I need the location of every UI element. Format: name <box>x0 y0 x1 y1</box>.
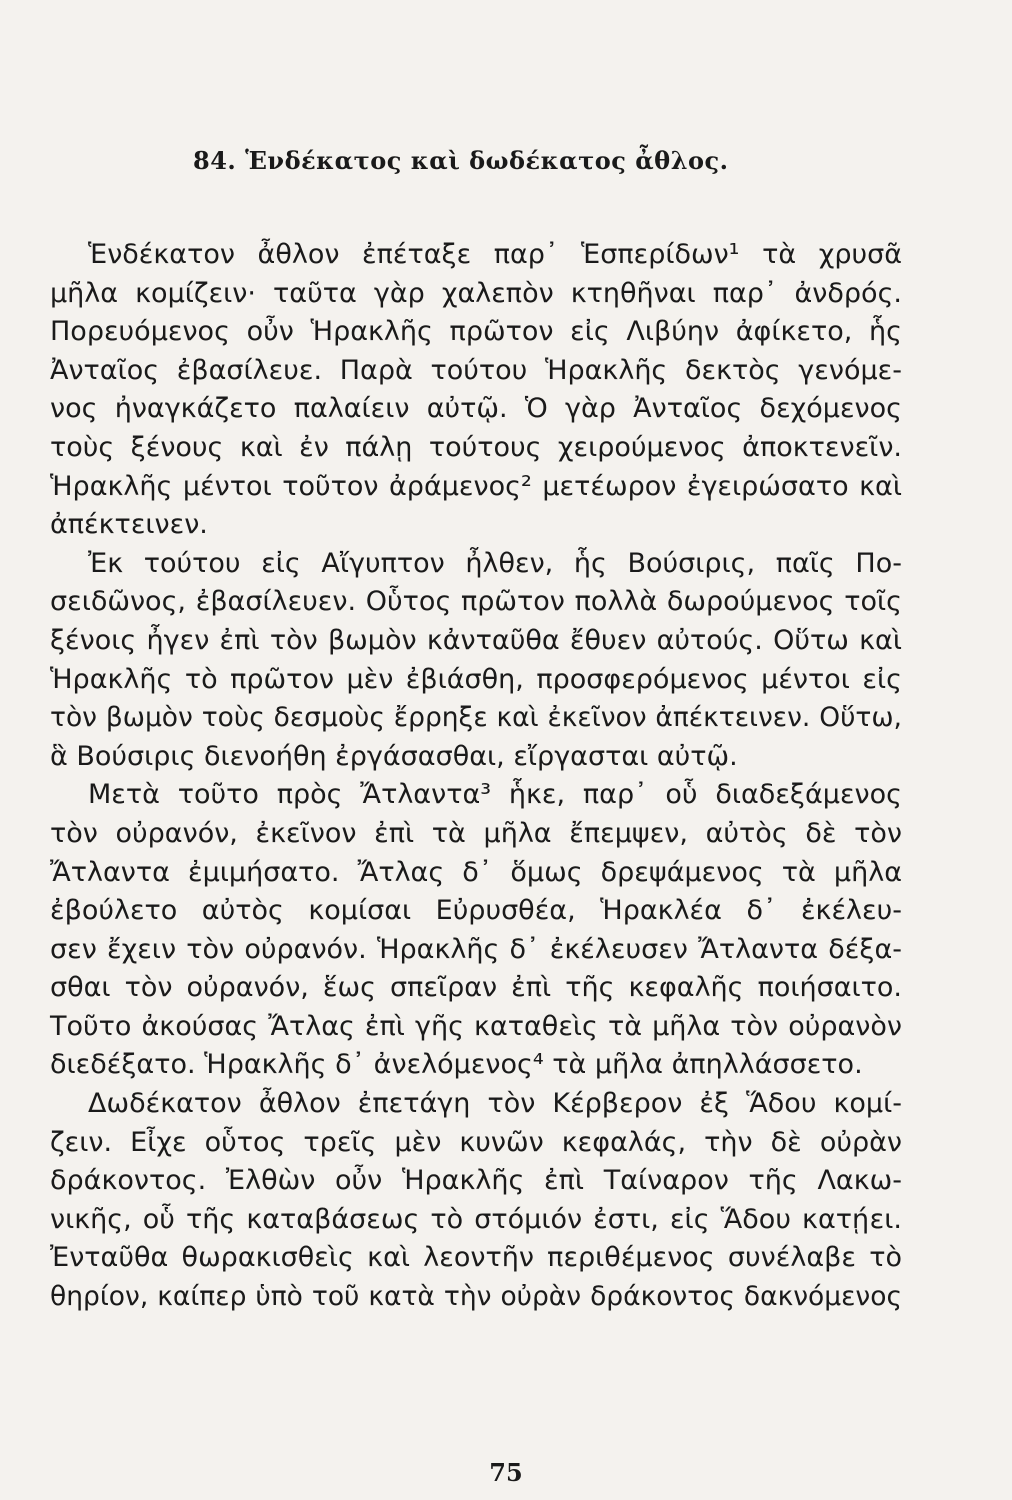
text-line: Ἑνδέκατον ἆθλον ἐπέταξε παρ᾽ Ἑσπερίδων¹ τὰ χρυσᾶ <box>88 239 902 270</box>
text-line: θηρίον, καίπερ ὑπὸ τοῦ κατὰ τὴν οὐρὰν δράκοντος δακνόμενος <box>50 1281 902 1313</box>
text-line: Ἐκ τούτου εἰς Αἴγυπτον ἦλθεν, ἧς Βούσιρις, παῖς Πο- <box>88 547 902 579</box>
text-line: τὸν βωμὸν τοὺς δεσμοὺς ἔρρηξε καὶ ἐκεῖνον ἀπέκτεινεν. Οὕτω, <box>50 702 902 734</box>
text-line: σειδῶνος, ἐβασίλευεν. Οὗτος πρῶτον πολλὰ δωρούμενος τοῖς <box>50 586 902 618</box>
text-line: ζειν. Εἶχε οὗτος τρεῖς μὲν κυνῶν κεφαλάς, τὴν δὲ οὐρὰν <box>50 1126 902 1158</box>
text-line: ἐβούλετο αὐτὸς κομίσαι Εὐρυσθέα, Ἡρακλέα δ᾽ ἐκέλευ- <box>50 895 902 927</box>
text-line: ἃ Βούσιρις διενοήθη ἐργάσασθαι, εἴργασται αὐτῷ. <box>50 740 738 772</box>
paragraph <box>50 236 902 545</box>
text-line: Ἡρακλῆς μέντοι τοῦτον ἀράμενος² μετέωρον ἐγειρώσατο καὶ <box>50 470 902 502</box>
text-line: τοὺς ξένους καὶ ἐν πάλῃ τούτους χειρούμενος ἀποκτενεῖν. <box>50 431 902 463</box>
text-line: διεδέξατο. Ἡρακλῆς δ᾽ ἀνελόμενος⁴ τὰ μῆλα ἀπηλλάσσετο. <box>50 1049 863 1081</box>
text-line: νος ἠναγκάζετο παλαίειν αὐτῷ. Ὁ γὰρ Ἀνταῖος δεχόμενος <box>50 393 902 425</box>
paragraph <box>50 545 902 777</box>
text-line: Τοῦτο ἀκούσας Ἄτλας ἐπὶ γῆς καταθεὶς τὰ μῆλα τὸν οὐρανὸν <box>50 1010 902 1042</box>
text-line: Δωδέκατον ἆθλον ἐπετάγη τὸν Κέρβερον ἐξ Ἅδου κομί- <box>88 1088 902 1120</box>
text-line: μῆλα κομίζειν· ταῦτα γὰρ χαλεπὸν κτηθῆναι παρ᾽ ἀνδρός. <box>50 277 902 309</box>
text-line: σθαι τὸν οὐρανόν, ἕως σπεῖραν ἐπὶ τῆς κεφαλῆς ποιήσαιτο. <box>50 972 902 1004</box>
paragraph <box>50 776 902 1085</box>
text-line: ξένοις ἦγεν ἐπὶ τὸν βωμὸν κἀνταῦθα ἔθυεν αὐτούς. Οὕτω καὶ <box>50 624 902 656</box>
section-heading: 84. Ἑνδέκατος καὶ δωδέκατος ἆθλος. <box>193 146 729 175</box>
page-number: 75 <box>489 1458 523 1487</box>
text-line: Μετὰ τοῦτο πρὸς Ἄτλαντα³ ἧκε, παρ᾽ οὗ διαδεξάμενος <box>88 779 902 811</box>
text-line: σεν ἔχειν τὸν οὐρανόν. Ἡρακλῆς δ᾽ ἐκέλευσεν Ἄτλαντα δέξα- <box>50 933 902 965</box>
text-line: Ἀνταῖος ἐβασίλευε. Παρὰ τούτου Ἡρακλῆς δεκτὸς γενόμε- <box>50 354 902 386</box>
text-line: ἀπέκτεινεν. <box>50 509 208 541</box>
paragraph <box>50 1085 902 1317</box>
text-line: Πορευόμενος οὖν Ἡρακλῆς πρῶτον εἰς Λιβύην ἀφίκετο, ἧς <box>50 316 902 348</box>
text-line: δράκοντος. Ἐλθὼν οὖν Ἡρακλῆς ἐπὶ Ταίναρον τῆς Λακω- <box>50 1165 902 1197</box>
text-line: Ἡρακλῆς τὸ πρῶτον μὲν ἐβιάσθη, προσφερόμενος μέντοι εἰς <box>50 663 902 695</box>
text-line: νικῆς, οὗ τῆς καταβάσεως τὸ στόμιόν ἐστι, εἰς Ἅδου κατῄει. <box>50 1203 902 1235</box>
text-line: τὸν οὐρανόν, ἐκεῖνον ἐπὶ τὰ μῆλα ἔπεμψεν, αὐτὸς δὲ τὸν <box>50 817 902 849</box>
text-line: Ἄτλαντα ἐμιμήσατο. Ἄτλας δ᾽ ὅμως δρεψάμενος τὰ μῆλα <box>50 856 902 888</box>
text-line: Ἐνταῦθα θωρακισθεὶς καὶ λεοντῆν περιθέμενος συνέλαβε τὸ <box>50 1242 902 1274</box>
body-text <box>50 236 902 1317</box>
